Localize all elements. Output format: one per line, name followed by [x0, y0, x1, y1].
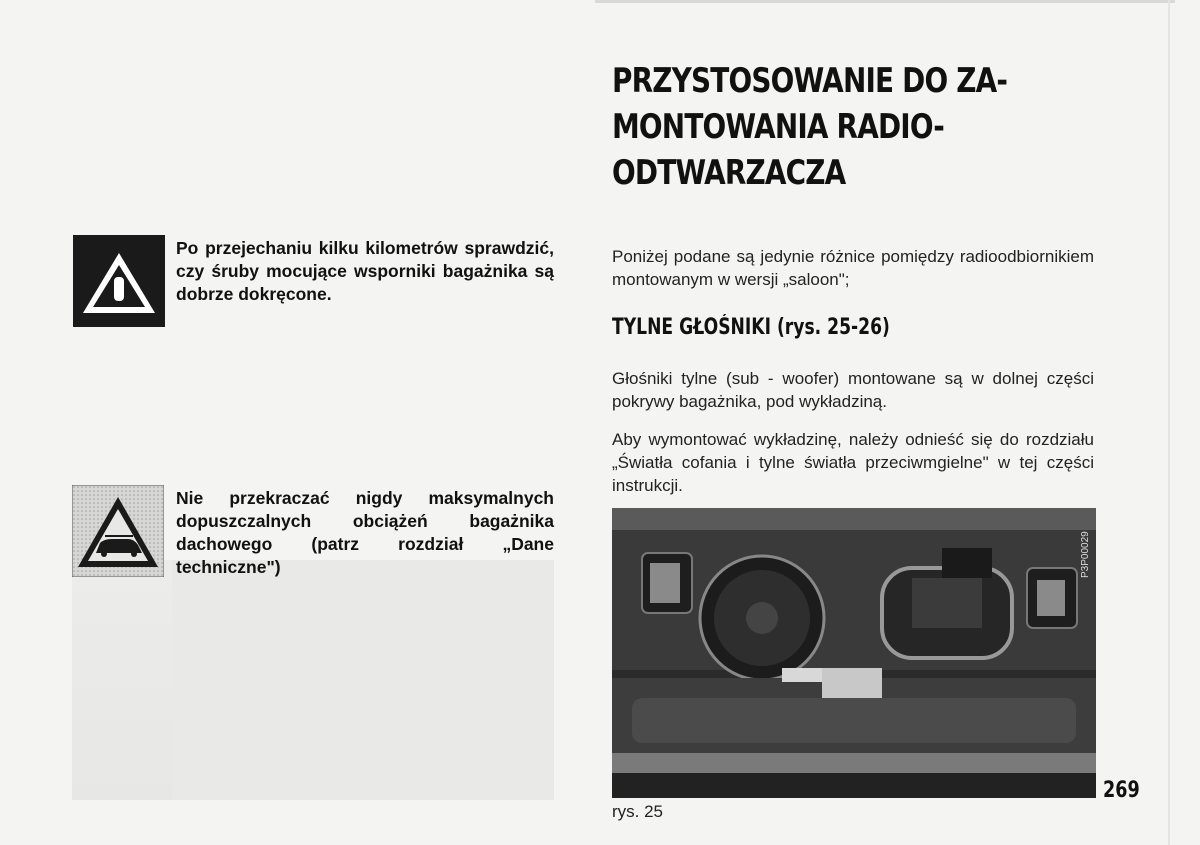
section-title	[612, 58, 1008, 196]
intro-paragraph: Poniżej podane są jedynie różnice pomiędzy radioodbiornikiem montowanym w wersji „saloon";	[612, 247, 1094, 289]
section-title-line: MONTOWANIA RADIO-	[612, 107, 944, 147]
warning-triangle-car-roof-load-icon	[72, 485, 164, 577]
warning-text-2: Nie przekraczać nigdy maksymalnych dopuszczalnych obciążeń bagażnika dachowego (patrz rozdział „Dane techniczne")	[176, 488, 554, 577]
page-edge	[1168, 0, 1170, 845]
paragraph-2: Aby wymontować wykładzinę, należy odnieść się do rozdziału „Światła cofania i tylne światła przeciwmgielne" w tej części instrukcji.	[612, 430, 1094, 495]
subsection-title: TYLNE GŁOŚNIKI (rys. 25-26)	[612, 315, 890, 340]
warning-text-1: Po przejechaniu kilku kilometrów sprawdzić, czy śruby mocujące wsporniki bagażnika są dobrze dokręcone.	[176, 238, 554, 304]
page-number: 269	[1103, 778, 1140, 803]
warning-triangle-exclamation-icon	[73, 235, 165, 327]
paragraph-1: Głośniki tylne (sub - woofer) montowane są w dolnej części pokrywy bagażnika, pod wykładziną.	[612, 369, 1094, 411]
section-title-line: PRZYSTOSOWANIE DO ZA-	[612, 61, 1008, 101]
section-title-line: ODTWARZACZA	[612, 153, 846, 193]
figure-photo	[612, 508, 1096, 798]
gray-panel	[72, 560, 554, 800]
page-edge	[595, 0, 1175, 3]
figure-code: P3P00029	[1080, 531, 1091, 578]
figure-caption: rys. 25	[612, 802, 664, 821]
